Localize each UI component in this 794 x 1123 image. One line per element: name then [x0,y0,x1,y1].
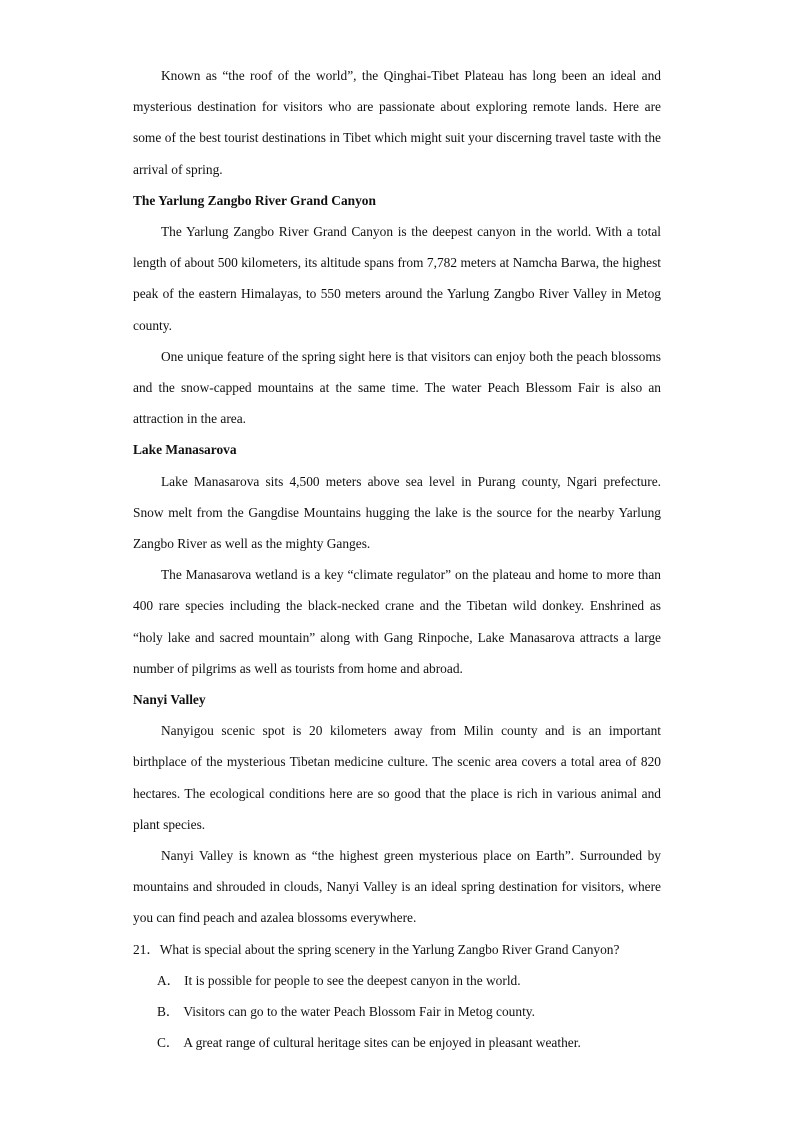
valley-paragraph-2: Nanyi Valley is known as “the highest green mysterious place on Earth”. Surrounded by mountains and shrouded in clouds, Nanyi Valley is an ideal spring destination for visitors, where you can find peach and azalea blossoms everywhere. [133,848,661,926]
option-text: It is possible for people to see the deepest canyon in the world. [184,972,521,988]
option-text: Visitors can go to the water Peach Blossom Fair in Metog county. [183,1004,535,1020]
option-text: A great range of cultural heritage sites can be enjoyed in pleasant weather. [183,1035,581,1051]
option-letter: C． [157,1035,180,1051]
canyon-paragraph-2: One unique feature of the spring sight here is that visitors can enjoy both the peach blossoms and the snow-capped mountains at the same time. The water Peach Blessom Fair is also an attraction in the area. [133,348,661,427]
option-letter: A． [157,972,181,988]
question-number: 21． [133,941,160,957]
question-21 [133,934,661,965]
option-b [133,996,661,1027]
section-heading-lake: Lake Manasarova [133,442,237,458]
canyon-paragraph-1: The Yarlung Zangbo River Grand Canyon is the deepest canyon in the world. With a total length of about 500 kilometers, its altitude spans from 7,782 meters at Namcha Barwa, the highest peak of the eastern Himalayas, to 550 meters around the Yarlung Zangbo River Valley in Metog county. [133,224,661,333]
section-heading-canyon: The Yarlung Zangbo River Grand Canyon [133,192,376,208]
valley-paragraph-1: Nanyigou scenic spot is 20 kilometers away from Milin county and is an important birthplace of the mysterious Tibetan medicine culture. The scenic area covers a total area of 820 hectares. The ecological conditions here are so good that the place is rich in various animal and plant species. [133,723,661,832]
lake-paragraph-1: Lake Manasarova sits 4,500 meters above sea level in Purang county, Ngari prefecture. Snow melt from the Gangdise Mountains hugging the lake is the source for the nearby Yarlung Zangbo River as well as the mighty Ganges. [133,473,661,552]
intro-paragraph: Known as “the roof of the world”, the Qinghai-Tibet Plateau has long been an ideal and mysterious destination for visitors who are passionate about exploring remote lands. Here are some of the best tourist destinations in Tibet which might suit your discerning travel taste with the arrival of spring. [133,68,661,177]
option-c [133,1027,661,1058]
section-heading-valley: Nanyi Valley [133,692,206,708]
document-page [133,60,661,1059]
question-text: What is special about the spring scenery in the Yarlung Zangbo River Grand Canyon? [159,941,620,957]
option-a [133,965,661,996]
option-letter: B． [157,1004,180,1020]
lake-paragraph-2: The Manasarova wetland is a key “climate regulator” on the plateau and home to more than 400 rare species including the black-necked crane and the Tibetan wild donkey. Enshrined as “holy lake and sacred mountain” along with Gang Rinpoche, Lake Manasarova attracts a large number of pilgrims as well as tourists from home and abroad. [133,567,661,676]
